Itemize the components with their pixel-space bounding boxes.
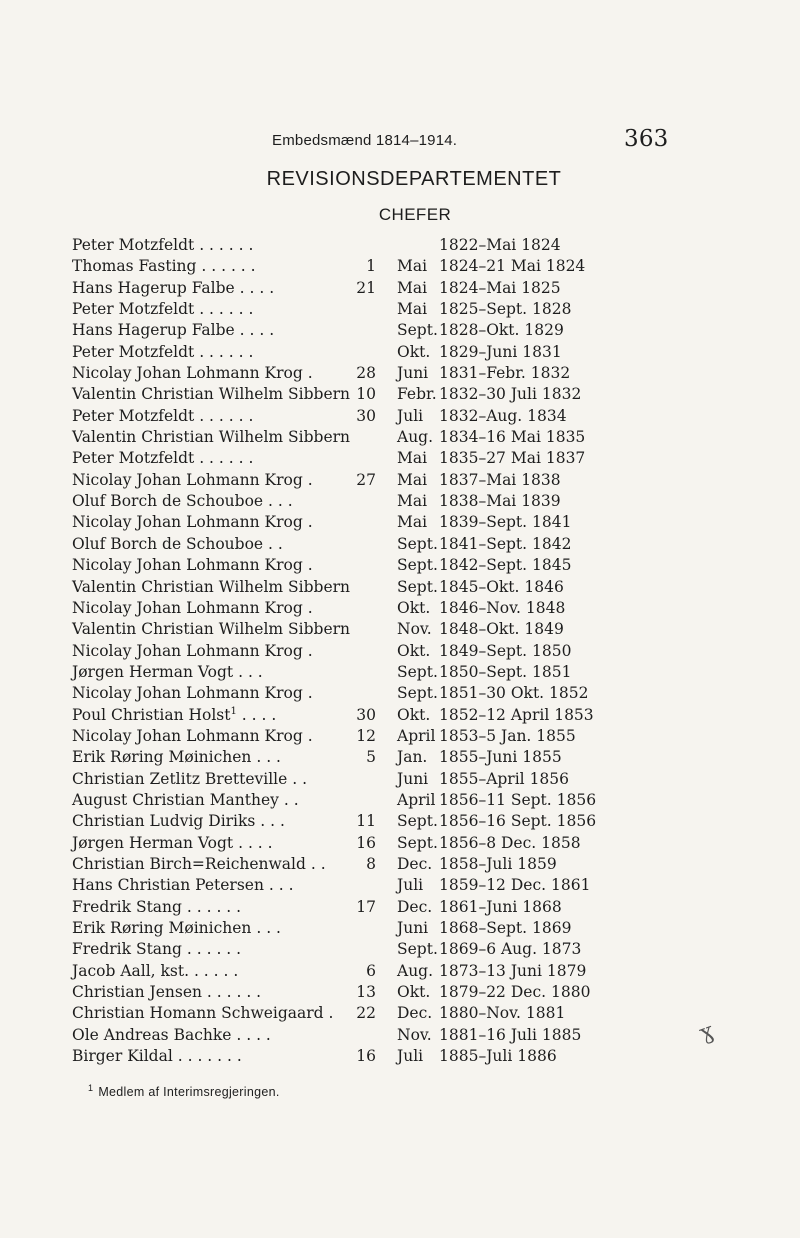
tenure-period: 1848–Okt. 1849 [439,620,564,639]
department-title: REVISIONSDEPARTEMENTET [266,168,562,190]
chief-name-text: Hans Christian Petersen [72,876,264,895]
dot-leader: . [302,364,313,383]
margin-pencil-mark: ɣ [696,1018,718,1047]
table-row [72,1047,632,1068]
footnote [88,1083,280,1099]
start-month: Sept. [397,812,438,831]
table-row [72,684,632,705]
tenure-period: 1869–6 Aug. 1873 [439,940,582,959]
table-row [72,983,632,1004]
dot-leader: . . . [263,876,294,895]
chief-name [72,407,253,425]
dot-leader: . . . [251,748,281,767]
start-month: Sept. [397,684,438,703]
table-row [72,343,632,364]
chief-name [72,1004,333,1022]
tenure-period: 1849–Sept. 1850 [439,641,572,660]
table-row [72,279,632,300]
chief-name [72,578,350,596]
chief-name-text: Peter Motzfeldt [72,236,195,254]
chief-name [72,663,263,681]
chief-name-text: Nicolay Johan Lohmann Krog [72,726,303,745]
chief-name-text: Christian Birch=Reichenwald [72,854,306,873]
chief-name [72,898,241,916]
chief-name-text: Peter Motzfeldt [72,342,195,361]
dot-leader: . . . . . . [196,257,256,276]
chief-name-text: Nicolay Johan Lohmann Krog [72,556,303,575]
table-row [72,620,632,641]
chief-name [72,684,313,702]
start-day: 12 [356,726,376,745]
table-row [72,1026,632,1047]
chief-name [72,1047,242,1065]
tenure-period: 1824–21 Mai 1824 [439,257,586,276]
chief-name [72,919,281,937]
chief-name-text: Nicolay Johan Lohmann Krog [72,641,303,660]
chief-name-text: Fredrik Stang [72,940,182,959]
start-month: Okt. [397,598,431,617]
start-month: Juni [397,769,429,788]
chief-name [72,492,293,510]
start-day: 21 [356,278,376,297]
section-title: CHEFER [378,205,452,224]
tenure-period: 1856–11 Sept. 1856 [439,790,597,809]
tenure-period: 1853–5 Jan. 1855 [439,726,576,745]
tenure-period: 1846–Nov. 1848 [439,598,566,617]
chief-name-text: Nicolay Johan Lohmann Krog [72,513,303,532]
start-month: Febr. [397,385,437,404]
chief-name-text: Christian Zetlitz Bretteville [72,769,288,788]
start-day: 30 [356,705,376,724]
chief-name-text: Jørgen Herman Vogt [72,662,234,681]
chief-name [72,513,313,531]
table-row [72,364,632,385]
dot-leader: . . . . . . [201,983,262,1002]
chief-name-text: Fredrik Stang [72,897,182,916]
table-row [72,876,632,897]
chief-name-text: Nicolay Johan Lohmann Krog [72,470,303,489]
start-month: Okt. [397,641,431,660]
chief-name [72,748,281,766]
start-day: 1 [366,257,376,276]
start-month: Aug. [397,428,434,447]
dot-leader: . [302,513,313,532]
tenure-period: 1831–Febr. 1832 [439,364,571,383]
tenure-period: 1855–Juni 1855 [439,748,562,767]
table-row [72,706,632,727]
table-row [72,428,632,449]
dot-leader: . . . . [234,278,275,297]
start-month: Mai [397,470,428,489]
start-day: 6 [366,961,376,980]
chief-name [72,428,350,446]
table-row [72,492,632,513]
chief-name [72,449,253,467]
table-row [72,919,632,940]
table-row [72,300,632,321]
tenure-period: 1841–Sept. 1842 [439,534,572,553]
chief-name [72,321,274,339]
start-month: Nov. [397,620,432,639]
tenure-period: 1880–Nov. 1881 [439,1004,566,1023]
tenure-period: 1856–8 Dec. 1858 [439,833,581,852]
start-month: Juli [397,406,424,425]
chief-name [72,834,273,852]
chief-name-text: Ole Andreas Bachke [72,1025,232,1044]
tenure-period: 1838–Mai 1839 [439,492,561,511]
table-row [72,321,632,342]
table-row [72,642,632,663]
table-row [72,257,632,278]
start-month: Okt. [397,342,431,361]
chief-name [72,364,313,382]
footnote-reference: 1 [230,705,237,717]
tenure-period: 1837–Mai 1838 [439,470,561,489]
start-month: Sept. [397,662,438,681]
chief-name [72,770,307,788]
chief-name [72,962,238,980]
chief-name [72,1026,271,1044]
start-day: 8 [366,854,376,873]
chief-name-text: Nicolay Johan Lohmann Krog [72,364,303,383]
dot-leader: . [302,641,313,660]
start-month: April [397,790,436,809]
start-month: Mai [397,300,428,319]
start-month: Sept. [397,321,438,340]
dot-leader: . . [263,534,283,553]
chief-name [72,535,283,553]
table-row [72,535,632,556]
chief-name [72,940,241,958]
chief-name-text: Christian Ludvig Diriks [72,812,256,831]
start-month: Mai [397,449,428,468]
start-month: Sept. [397,833,438,852]
chief-name-text: Thomas Fasting [72,257,197,276]
chief-name [72,620,350,638]
dot-leader: . . . . . . [194,236,254,254]
chief-name-text: Nicolay Johan Lohmann Krog [72,598,303,617]
start-month: April [397,726,436,745]
chief-name-text: Jørgen Herman Vogt [72,833,234,852]
start-month: Juli [397,876,424,895]
chief-name-text: Erik Røring Møinichen [72,748,252,767]
chief-name [72,343,253,361]
tenure-period: 1828–Okt. 1829 [439,321,564,340]
table-row [72,449,632,470]
chief-name-text: Christian Jensen [72,983,202,1002]
chief-name [72,812,285,830]
dot-leader: . [302,470,313,489]
table-row [72,748,632,769]
dot-leader: . [302,726,313,745]
tenure-period: 1825–Sept. 1828 [439,300,572,319]
chief-name-text: Valentin Christian Wilhelm Sibbern [72,620,351,639]
chief-name-text: Valentin Christian Wilhelm Sibbern [72,385,351,404]
start-month: Sept. [397,940,438,959]
chief-name-text: Peter Motzfeldt [72,449,195,468]
table-row [72,1004,632,1025]
dot-leader: . . [287,769,308,788]
start-month: Nov. [397,1025,432,1044]
chief-name-text: Erik Røring Møinichen [72,919,252,937]
table-row [72,407,632,428]
start-day: 17 [356,897,376,916]
table-row [72,834,632,855]
chief-list [72,236,632,1068]
chief-name-text: Hans Hagerup Falbe [72,278,235,297]
chief-name [72,471,313,489]
tenure-period: 1856–16 Sept. 1856 [439,812,597,831]
tenure-period: 1858–Juli 1859 [439,854,557,873]
table-row [72,791,632,812]
chief-name-text: Nicolay Johan Lohmann Krog [72,684,303,703]
table-row [72,940,632,961]
start-day: 13 [356,983,376,1002]
footnote-marker: 1 [88,1083,94,1093]
tenure-period: 1868–Sept. 1869 [439,919,572,937]
chief-name-text: August Christian Manthey [72,790,279,809]
start-month: Dec. [397,854,433,873]
start-month: Jan. [397,748,428,767]
start-month: Dec. [397,1004,433,1023]
table-row [72,385,632,406]
chief-name [72,599,313,617]
tenure-period: 1832–Aug. 1834 [439,406,567,425]
dot-leader: . . . . . . [181,897,242,916]
start-month: Juni [397,919,429,937]
running-title: Embedsmænd 1814–1914. [272,132,458,149]
chief-name [72,556,313,574]
chief-name-text: Christian Homann Schweigaard [72,1004,324,1023]
dot-leader: . . . . . [189,961,239,980]
chief-name-text: Valentin Christian Wilhelm Sibbern [72,428,351,447]
chief-name-text: Hans Hagerup Falbe [72,321,235,340]
start-month: Sept. [397,556,438,575]
dot-leader: . . . . . . [194,449,254,468]
dot-leader: . . . . [236,705,277,724]
start-day: 30 [356,406,376,425]
start-day: 16 [356,1047,376,1066]
start-month: Dec. [397,897,433,916]
chief-name [72,279,274,297]
table-row [72,727,632,748]
start-day: 22 [356,1004,376,1023]
chief-name [72,727,313,745]
dot-leader: . . . . . . [194,300,254,319]
start-month: Aug. [397,961,434,980]
tenure-period: 1851–30 Okt. 1852 [439,684,589,703]
table-row [72,898,632,919]
start-month: Mai [397,513,428,532]
dot-leader: . . . . . . . [172,1047,242,1066]
tenure-period: 1873–13 Juni 1879 [439,961,587,980]
page-number: 363 [624,126,669,152]
tenure-period: 1834–16 Mai 1835 [439,428,586,447]
tenure-period: 1850–Sept. 1851 [439,662,572,681]
chief-name [72,257,256,275]
start-month: Mai [397,278,428,297]
start-month: Juni [397,364,429,383]
start-month: Sept. [397,534,438,553]
tenure-period: 1855–April 1856 [439,769,570,788]
chief-name [72,876,294,894]
tenure-period: 1835–27 Mai 1837 [439,449,586,468]
tenure-period: 1829–Juni 1831 [439,342,562,361]
footnote-text: Medlem af Interimsregjeringen. [98,1085,280,1100]
tenure-period: 1839–Sept. 1841 [439,513,572,532]
table-row [72,770,632,791]
dot-leader: . . . [251,919,281,937]
dot-leader: . . . . . . [194,406,254,425]
chief-name-text: Valentin Christian Wilhelm Sibbern [72,577,351,596]
dot-leader: . [302,556,313,575]
tenure-period: 1879–22 Dec. 1880 [439,983,591,1002]
chief-name-text: Peter Motzfeldt [72,406,195,425]
dot-leader: . . . [255,812,285,831]
dot-leader: . [323,1004,334,1023]
table-row [72,513,632,534]
chief-name [72,642,313,660]
chief-name-text: Oluf Borch de Schouboe [72,492,264,511]
start-day: 11 [356,812,376,831]
chief-name [72,706,276,724]
chief-name-text: Peter Motzfeldt [72,300,195,319]
table-row [72,962,632,983]
start-month: Okt. [397,983,431,1002]
tenure-period: 1845–Okt. 1846 [439,577,564,596]
start-day: 10 [356,385,376,404]
chief-name [72,300,253,318]
start-day: 27 [356,470,376,489]
dot-leader: . . [305,854,326,873]
dot-leader: . . . . . . [181,940,242,959]
chief-name-text: Jacob Aall, kst. [72,961,190,980]
tenure-period: 1852–12 April 1853 [439,705,594,724]
table-row [72,471,632,492]
tenure-period: 1842–Sept. 1845 [439,556,572,575]
tenure-period: 1822–Mai 1824 [439,236,561,254]
dot-leader: . . . [263,492,293,511]
dot-leader: . . [278,790,299,809]
tenure-period: 1859–12 Dec. 1861 [439,876,591,895]
start-month: Mai [397,492,428,511]
tenure-period: 1861–Juni 1868 [439,897,562,916]
chief-name [72,236,253,254]
tenure-period: 1881–16 Juli 1885 [439,1025,582,1044]
start-day: 28 [356,364,376,383]
table-row [72,236,632,257]
tenure-period: 1832–30 Juli 1832 [439,385,582,404]
chief-name [72,855,326,873]
chief-name [72,791,299,809]
chief-name-text: Oluf Borch de Schouboe [72,534,264,553]
table-row [72,855,632,876]
tenure-period: 1885–Juli 1886 [439,1047,557,1066]
start-month: Juli [397,1047,424,1066]
start-month: Okt. [397,705,431,724]
dot-leader: . . . . [234,321,275,340]
table-row [72,663,632,684]
start-day: 5 [366,748,376,767]
table-row [72,599,632,620]
dot-leader: . . . . . . [194,342,254,361]
chief-name-text: Birger Kildal [72,1047,173,1066]
dot-leader: . . . [233,662,263,681]
start-month: Sept. [397,577,438,596]
table-row [72,812,632,833]
start-month: Mai [397,257,428,276]
chief-name-text: Poul Christian Holst [72,705,231,724]
chief-name [72,385,350,403]
start-day: 16 [356,833,376,852]
dot-leader: . . . . [231,1025,271,1044]
dot-leader: . [302,598,313,617]
table-row [72,556,632,577]
dot-leader: . . . . [233,833,273,852]
chief-name [72,983,261,1001]
table-row [72,578,632,599]
tenure-period: 1824–Mai 1825 [439,278,561,297]
dot-leader: . [302,684,313,703]
